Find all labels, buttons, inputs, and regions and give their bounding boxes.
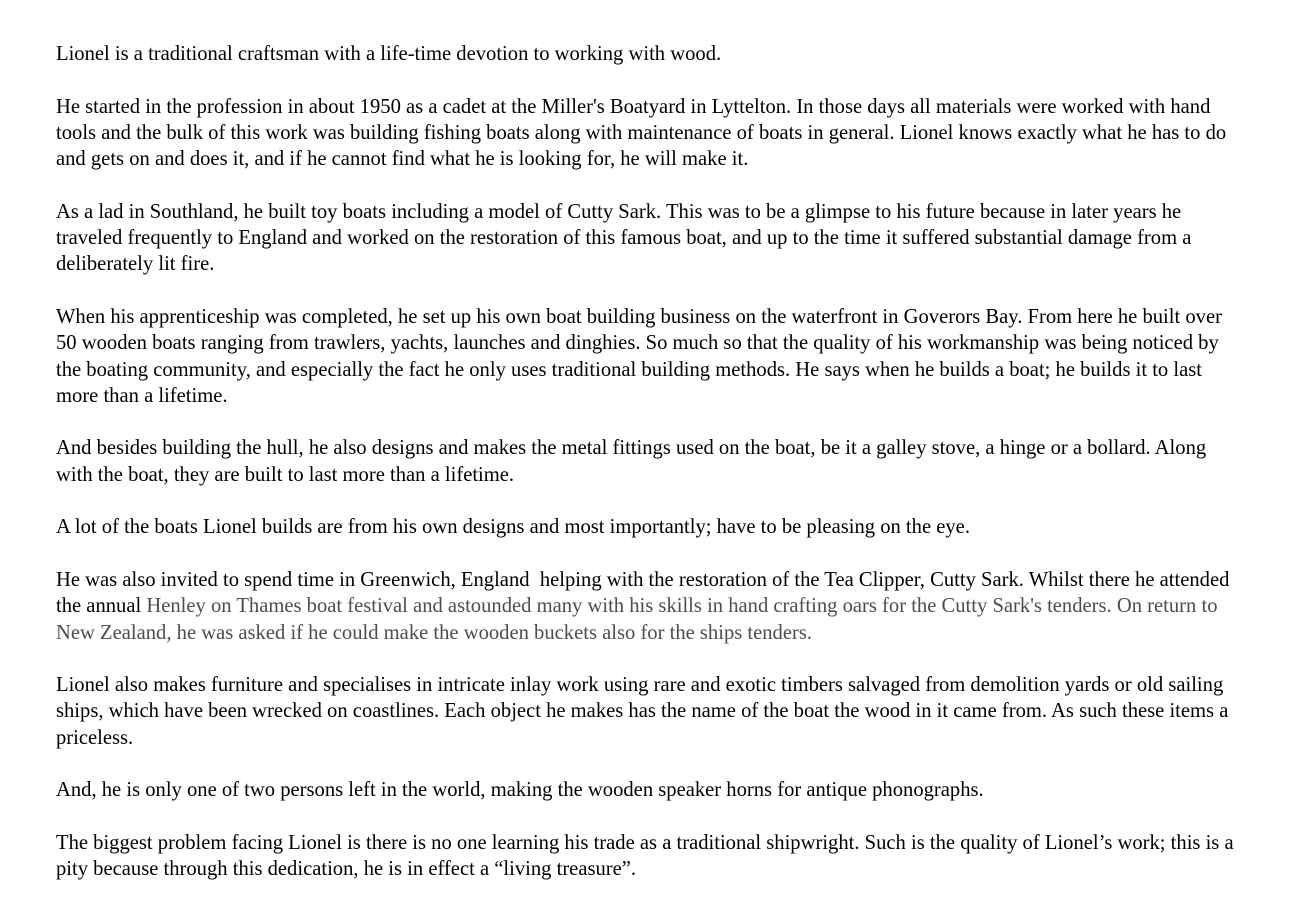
paragraph-intro: Lionel is a traditional craftsman with a life-time devotion to working with wood.: [56, 43, 722, 65]
paragraph-greenwich-muted: Henley on Thames boat festival and astounded many with his skills in hand crafting oars for the Cutty Sark's tenders. On return to New Zealand, he was asked if he could make the wooden buckets also for the ships tenders.: [56, 595, 1223, 644]
paragraph-apprenticeship: When his apprenticeship was completed, he set up his own boat building business on the waterfront in Goverors Bay. From here he built over 50 wooden boats ranging from trawlers, yachts, launches and dinghies. So much so that the quality of his workmanship was being noticed by the boating community, and especially the fact he only uses traditional building methods. He says when he builds a boat; he builds it to last more than a lifetime.: [56, 305, 1228, 407]
paragraph-phonographs: And, he is only one of two persons left in the world, making the wooden speaker horns for antique phonographs.: [56, 779, 984, 802]
paragraph-designs: A lot of the boats Lionel builds are from his own designs and most importantly; have to be pleasing on the eye.: [56, 516, 970, 539]
paragraph-fittings: And besides building the hull, he also designs and makes the metal fittings used on the boat, be it a galley stove, a hinge or a bollard. Along with the boat, they are built to last more than a lifetime.: [56, 437, 1212, 486]
paragraph-southland: As a lad in Southland, he built toy boats including a model of Cutty Sark. This was to be a glimpse to his future because in later years he traveled frequently to England and worked on the restoration of this famous boat, and up to the time it suffered substantial damage from a deliberately lit fire.: [56, 200, 1197, 276]
paragraph-conclusion: The biggest problem facing Lionel is there is no one learning his trade as a traditional shipwright. Such is the quality of Lionel’s work; this is a pity because through this dedication, he is in effect a “living treasure”.: [56, 831, 1239, 881]
paragraph-greenwich-main: He was also invited to spend time in Greenwich, England helping with the restoration of the Tea Clipper, Cutty Sark. Whilst there he attended the annual: [56, 568, 1235, 618]
paragraph-greenwich: [56, 567, 1246, 646]
paragraph-furniture: Lionel also makes furniture and specialises in intricate inlay work using rare and exotic timbers salvaged from demolition yards or old sailing ships, which have been wrecked on coastlines. Each object he makes has the name of the boat the wood in it came from. As such these items a priceless.: [56, 674, 1234, 749]
paragraph-career-start: He started in the profession in about 1950 as a cadet at the Miller's Boatyard in Lyttelton. In those days all materials were worked with hand tools and the bulk of this work was building fishing boats along with maintenance of boats in general. Lionel knows exactly what he has to do and gets on and does it, and if he cannot find what he is looking for, he will make it.: [56, 95, 1232, 171]
document-body: [56, 41, 1246, 909]
